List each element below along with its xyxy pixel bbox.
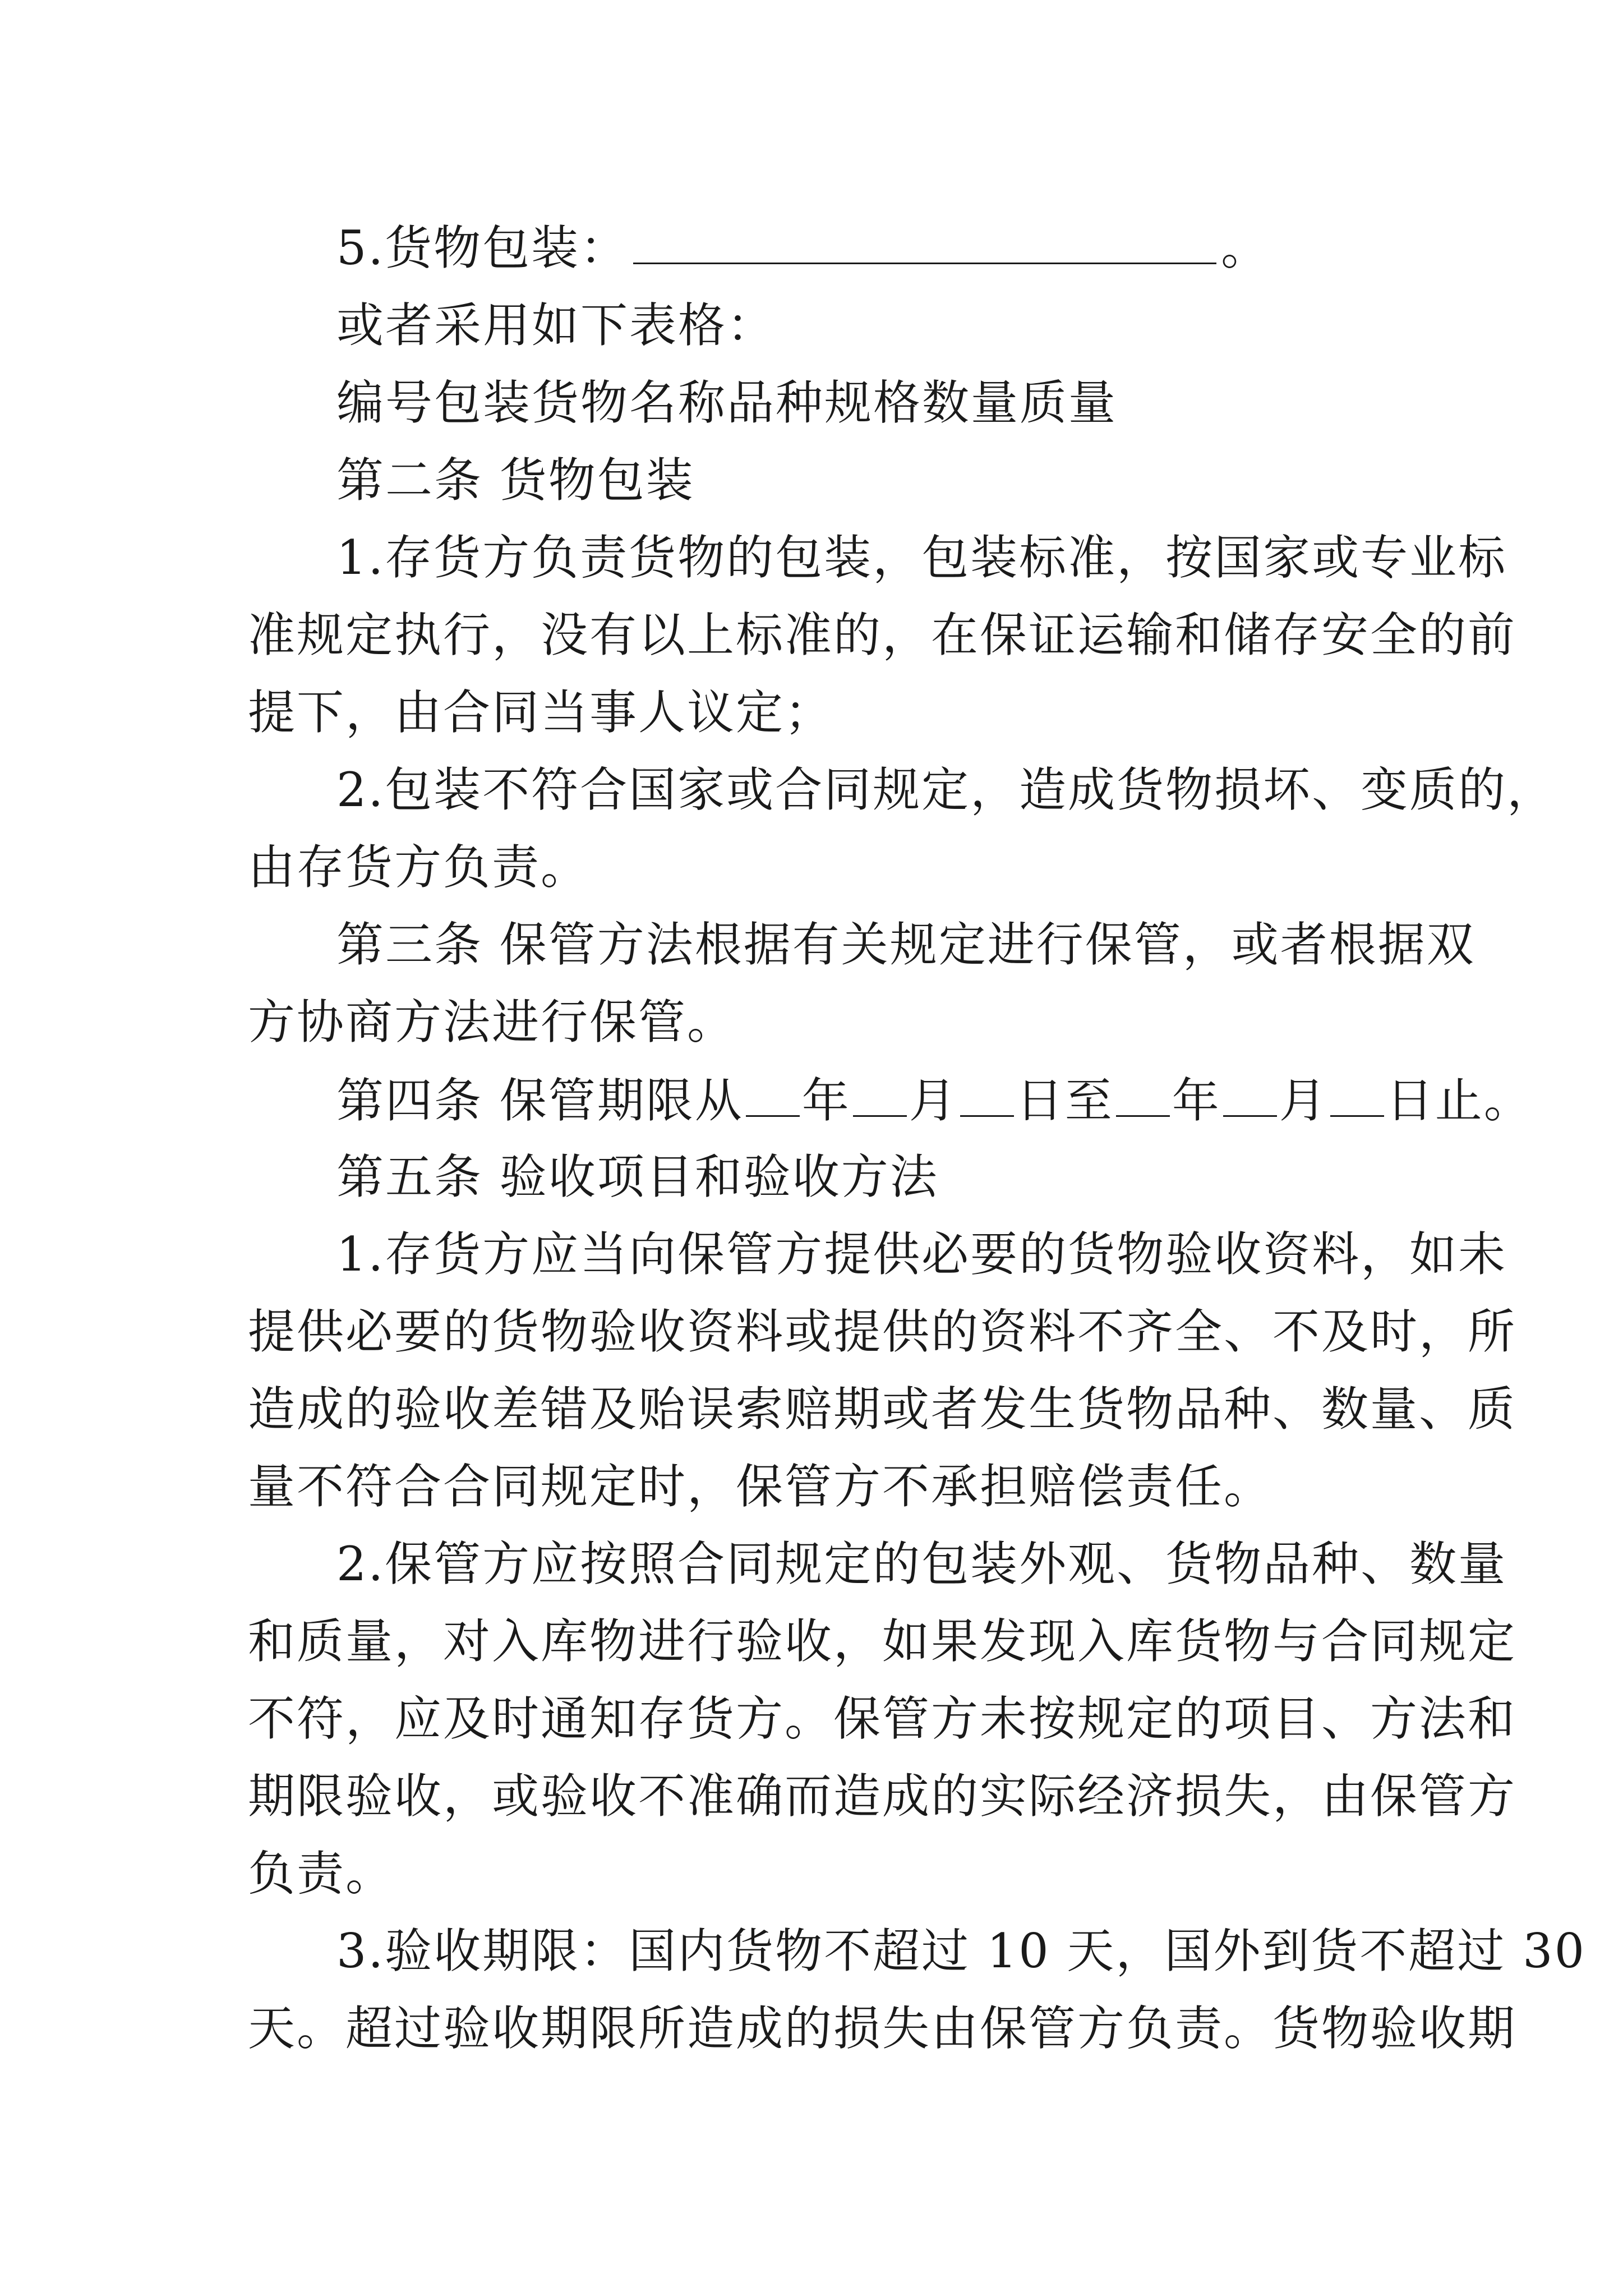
line-text: 量不符合合同规定时，保管方不承担赔偿责任。	[248, 1459, 1273, 1514]
line-text: 提供必要的货物验收资料或提供的资料不齐全、不及时，所	[248, 1304, 1517, 1359]
line-text: 由存货方负责。	[248, 840, 590, 895]
blank-underline	[746, 1071, 800, 1117]
text-line	[248, 2000, 1516, 2056]
text-line	[336, 530, 1507, 586]
text-line	[336, 375, 1117, 431]
line-text: 第三条 保管方法根据有关规定进行保管，或者根据双	[336, 917, 1476, 972]
line-text: 3.验收期限：国内货物不超过 10 天，国外到货不超过 30	[336, 1924, 1587, 1978]
line-text: 编号包装货物名称品种规格数量质量	[336, 375, 1118, 430]
blank-underline	[1330, 1071, 1384, 1117]
line-text: 负责。	[248, 1846, 395, 1901]
line-text: 不符，应及时通知存货方。保管方未按规定的项目、方法和	[248, 1691, 1517, 1746]
text-line	[248, 994, 736, 1050]
blank-underline	[633, 219, 1216, 264]
text-line	[336, 219, 1270, 275]
text-line	[248, 1304, 1516, 1360]
text-line	[336, 1536, 1507, 1592]
line-part: 月	[1279, 1073, 1328, 1128]
line-part: 日止。	[1386, 1073, 1533, 1128]
line-suffix: 。	[1221, 220, 1270, 275]
line-part: 第四条 保管期限从	[336, 1073, 744, 1128]
text-line	[336, 297, 776, 353]
line-text: 准规定执行，没有以上标准的，在保证运输和储存安全的前	[248, 608, 1517, 662]
line-part: 日至	[1016, 1073, 1114, 1128]
text-line	[248, 839, 589, 895]
line-text: 方协商方法进行保管。	[248, 995, 736, 1050]
section-heading	[336, 1149, 939, 1205]
line-part: 年	[801, 1073, 851, 1128]
text-line	[248, 607, 1516, 663]
line-text: 1.存货方负责货物的包装，包装标准，按国家或专业标	[336, 530, 1507, 585]
line-text: 提下，由合同当事人议定；	[248, 685, 834, 740]
line-text: 第二条 货物包装	[336, 453, 695, 508]
line-text: 5.货物包装：	[336, 220, 629, 275]
section-heading	[336, 917, 1476, 973]
blank-underline	[1116, 1071, 1170, 1117]
text-line	[336, 1226, 1507, 1282]
line-text: 2.包装不符合国家或合同规定，造成货物损坏、变质的，	[336, 762, 1556, 817]
blank-underline	[960, 1071, 1014, 1117]
text-line	[248, 684, 833, 740]
text-line	[248, 1691, 1516, 1747]
text-line	[248, 1458, 1272, 1515]
text-line	[336, 1923, 1586, 1979]
section-heading	[336, 1071, 1533, 1128]
blank-underline	[853, 1071, 907, 1117]
text-line	[248, 1381, 1516, 1437]
text-line	[336, 762, 1556, 818]
line-text: 期限验收，或验收不准确而造成的实际经济损失，由保管方	[248, 1769, 1517, 1824]
line-text: 或者采用如下表格：	[336, 298, 776, 353]
text-line	[248, 1613, 1516, 1669]
line-text: 天。超过验收期限所造成的损失由保管方负责。货物验收期	[248, 2001, 1517, 2056]
section-heading	[336, 452, 695, 508]
line-part: 年	[1172, 1073, 1221, 1128]
line-text: 造成的验收差错及贻误索赔期或者发生货物品种、数量、质	[248, 1382, 1517, 1437]
text-line	[248, 1768, 1516, 1824]
line-text: 第五条 验收项目和验收方法	[336, 1149, 939, 1204]
blank-underline	[1223, 1071, 1277, 1117]
line-text: 1.存货方应当向保管方提供必要的货物验收资料，如未	[336, 1227, 1507, 1282]
line-text: 2.保管方应按照合同规定的包装外观、货物品种、数量	[336, 1536, 1507, 1591]
text-line	[248, 1846, 394, 1902]
line-text: 和质量，对入库物进行验收，如果发现入库货物与合同规定	[248, 1614, 1517, 1669]
line-part: 月	[909, 1073, 958, 1128]
